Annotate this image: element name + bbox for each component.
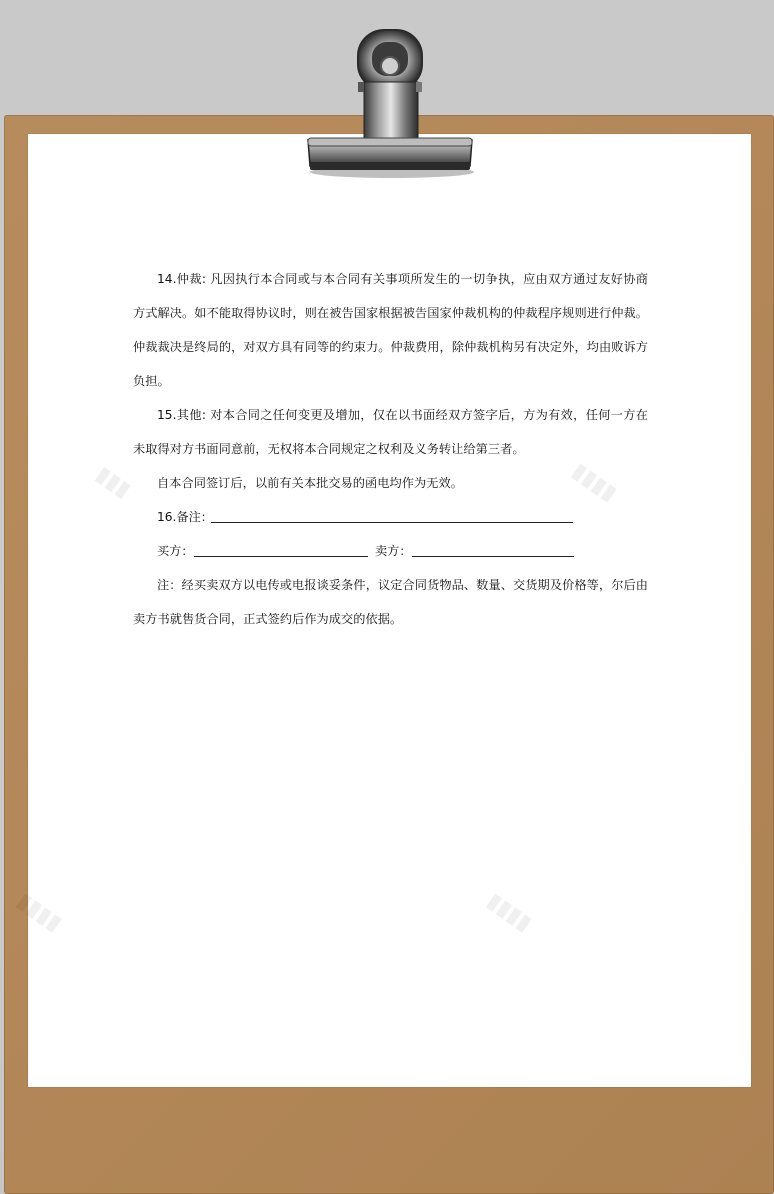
seller-blank-line[interactable] bbox=[412, 556, 574, 557]
binder-clip-icon bbox=[300, 26, 480, 178]
clause-15-other: 15.其他: 对本合同之任何变更及增加，仅在以书面经双方签字后，方为有效，任何一方在未取得对方书面同意前，无权将本合同规定之权利及义务转让给第三者。 bbox=[133, 408, 648, 456]
contract-text-block bbox=[133, 262, 648, 636]
watermark: ▮▮▮ bbox=[91, 461, 136, 504]
watermark: ▮▮▮▮ bbox=[482, 888, 537, 937]
remarks-label: 16.备注： bbox=[157, 510, 213, 524]
signature-row bbox=[133, 534, 648, 568]
buyer-label: 买方： bbox=[157, 544, 194, 558]
watermark: ▮▮▮▮ bbox=[12, 888, 67, 937]
remarks-row bbox=[133, 500, 648, 534]
watermark: ▮▮▮▮ bbox=[567, 458, 622, 507]
clause-invalidation: 自本合同签订后，以前有关本批交易的函电均作为无效。 bbox=[157, 476, 463, 490]
remarks-blank-line[interactable] bbox=[211, 522, 573, 523]
closing-note: 注：经买卖双方以电传或电报谈妥条件，议定合同货物品、数量、交货期及价格等，尔后由卖方书就售货合同，正式签约后作为成交的依据。 bbox=[133, 578, 648, 626]
seller-label: 卖方： bbox=[375, 544, 412, 558]
buyer-blank-line[interactable] bbox=[194, 556, 368, 557]
clause-14-arbitration: 14.仲裁: 凡因执行本合同或与本合同有关事项所发生的一切争执，应由双方通过友好协商方式解决。如不能取得协议时，则在被告国家根据被告国家仲裁机构的仲裁程序规则进行仲裁。仲裁裁决是终局的，对双方具有同等的约束力。仲裁费用，除仲裁机构另有决定外，均由败诉方负担。 bbox=[133, 272, 648, 388]
